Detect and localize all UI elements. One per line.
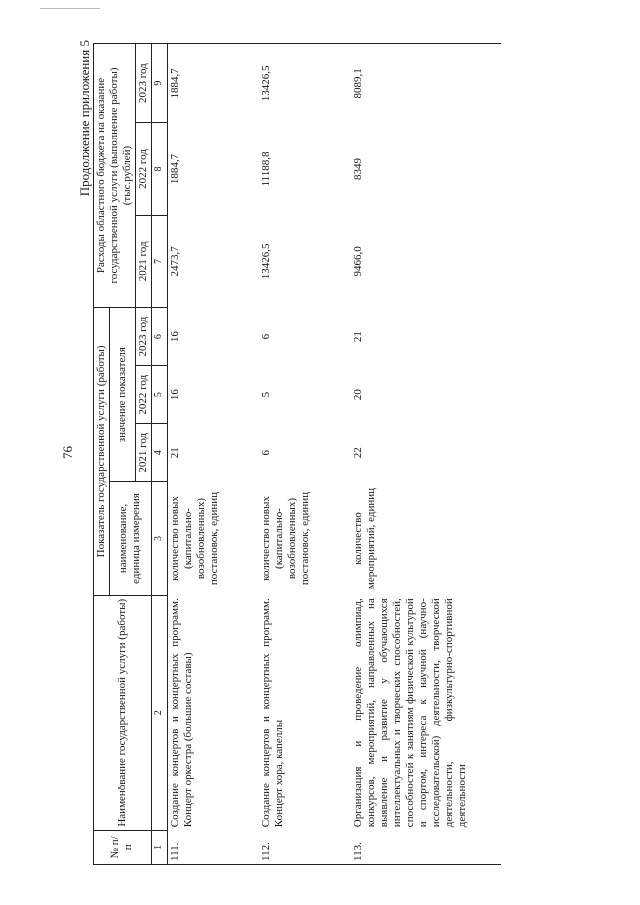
value-2021: 21: [167, 424, 259, 482]
header-value-2023: 2023 год: [135, 308, 151, 366]
budget-2021: 2473,7: [167, 215, 259, 307]
header-unit: наименование, единица измерения: [109, 482, 151, 596]
budget-2021: 9466,0: [352, 246, 365, 277]
column-number: 6: [151, 308, 167, 366]
budget-2022: 11188,8: [260, 151, 273, 187]
unit-name: количество мероприятий, единиц: [352, 487, 378, 590]
row-number: 112.: [259, 830, 351, 864]
header-num: № п/п: [94, 830, 152, 864]
value-2021: 6: [260, 449, 273, 456]
column-number: 1: [151, 830, 167, 864]
value-2022: 20: [352, 389, 365, 401]
budget-2023: 1884,7: [167, 44, 259, 123]
page-number: 76: [60, 446, 75, 459]
header-indicator-group: Показатель государственной услуги (работы): [94, 308, 110, 596]
column-number: 7: [151, 215, 167, 307]
column-number: 3: [151, 482, 167, 596]
column-number: 9: [151, 44, 167, 123]
appendix-label: Продолжение приложения 5: [77, 40, 92, 197]
budget-2021: 13426,5: [260, 243, 273, 280]
column-number: 4: [151, 424, 167, 482]
value-2023: 6: [260, 333, 273, 340]
row-number: 113.: [351, 830, 501, 864]
column-number: 2: [151, 595, 167, 830]
row-number: 111.: [167, 830, 259, 864]
header-value-2022: 2022 год: [135, 366, 151, 424]
header-budget-2023: 2023 год: [135, 44, 151, 123]
value-2022: 16: [167, 366, 259, 424]
unit-name: количество новых (капитально-возобновленных) постановок, единиц: [260, 491, 312, 586]
service-name: Организация и проведение олимпиад, конкурсов, мероприятий, направленных на выявление и развитие у обучающихся интеллектуальных и творческих способностей, способностей к занятиям физической культурой и спортом, интереса к научной (научно-исследовательской) деятельности, творческой деятельности, физкультурно-спортивной деятельности: [352, 598, 469, 828]
budget-2022: 8349: [352, 157, 365, 180]
column-number: 8: [151, 123, 167, 215]
budget-2022: 1884,7: [167, 123, 259, 215]
unit-name: количество новых (капитально-возобновленных) постановок, единиц: [167, 482, 259, 596]
value-2023: 21: [352, 331, 365, 343]
budget-2023: 8089,1: [351, 44, 501, 123]
table-row: [167, 44, 259, 865]
value-2021: 22: [352, 447, 365, 459]
value-2023: 16: [167, 308, 259, 366]
header-service: Наименование государственной услуги (работы): [94, 595, 152, 830]
value-2022: 5: [260, 391, 273, 398]
service-name: Создание концертов и концертных программ. Концерт хора, капеллы: [260, 598, 286, 828]
header-value-2021: 2021 год: [135, 424, 151, 482]
header-value-group: значение показателя: [109, 308, 135, 482]
column-number: 5: [151, 366, 167, 424]
header-budget-2021: 2021 год: [135, 215, 151, 307]
table-row: [259, 44, 351, 865]
service-name: Создание концертов и концертных программ. Концерт оркестра (большие составы): [167, 595, 259, 830]
table-row: [351, 44, 501, 865]
header-budget-2022: 2022 год: [135, 123, 151, 215]
budget-2023: 13426,5: [259, 44, 351, 123]
header-budget-group: Расходы областного бюджета на оказание государственной услуги (выполнение работы) (тыс.рублей): [94, 44, 136, 308]
budget-table: [93, 43, 501, 865]
